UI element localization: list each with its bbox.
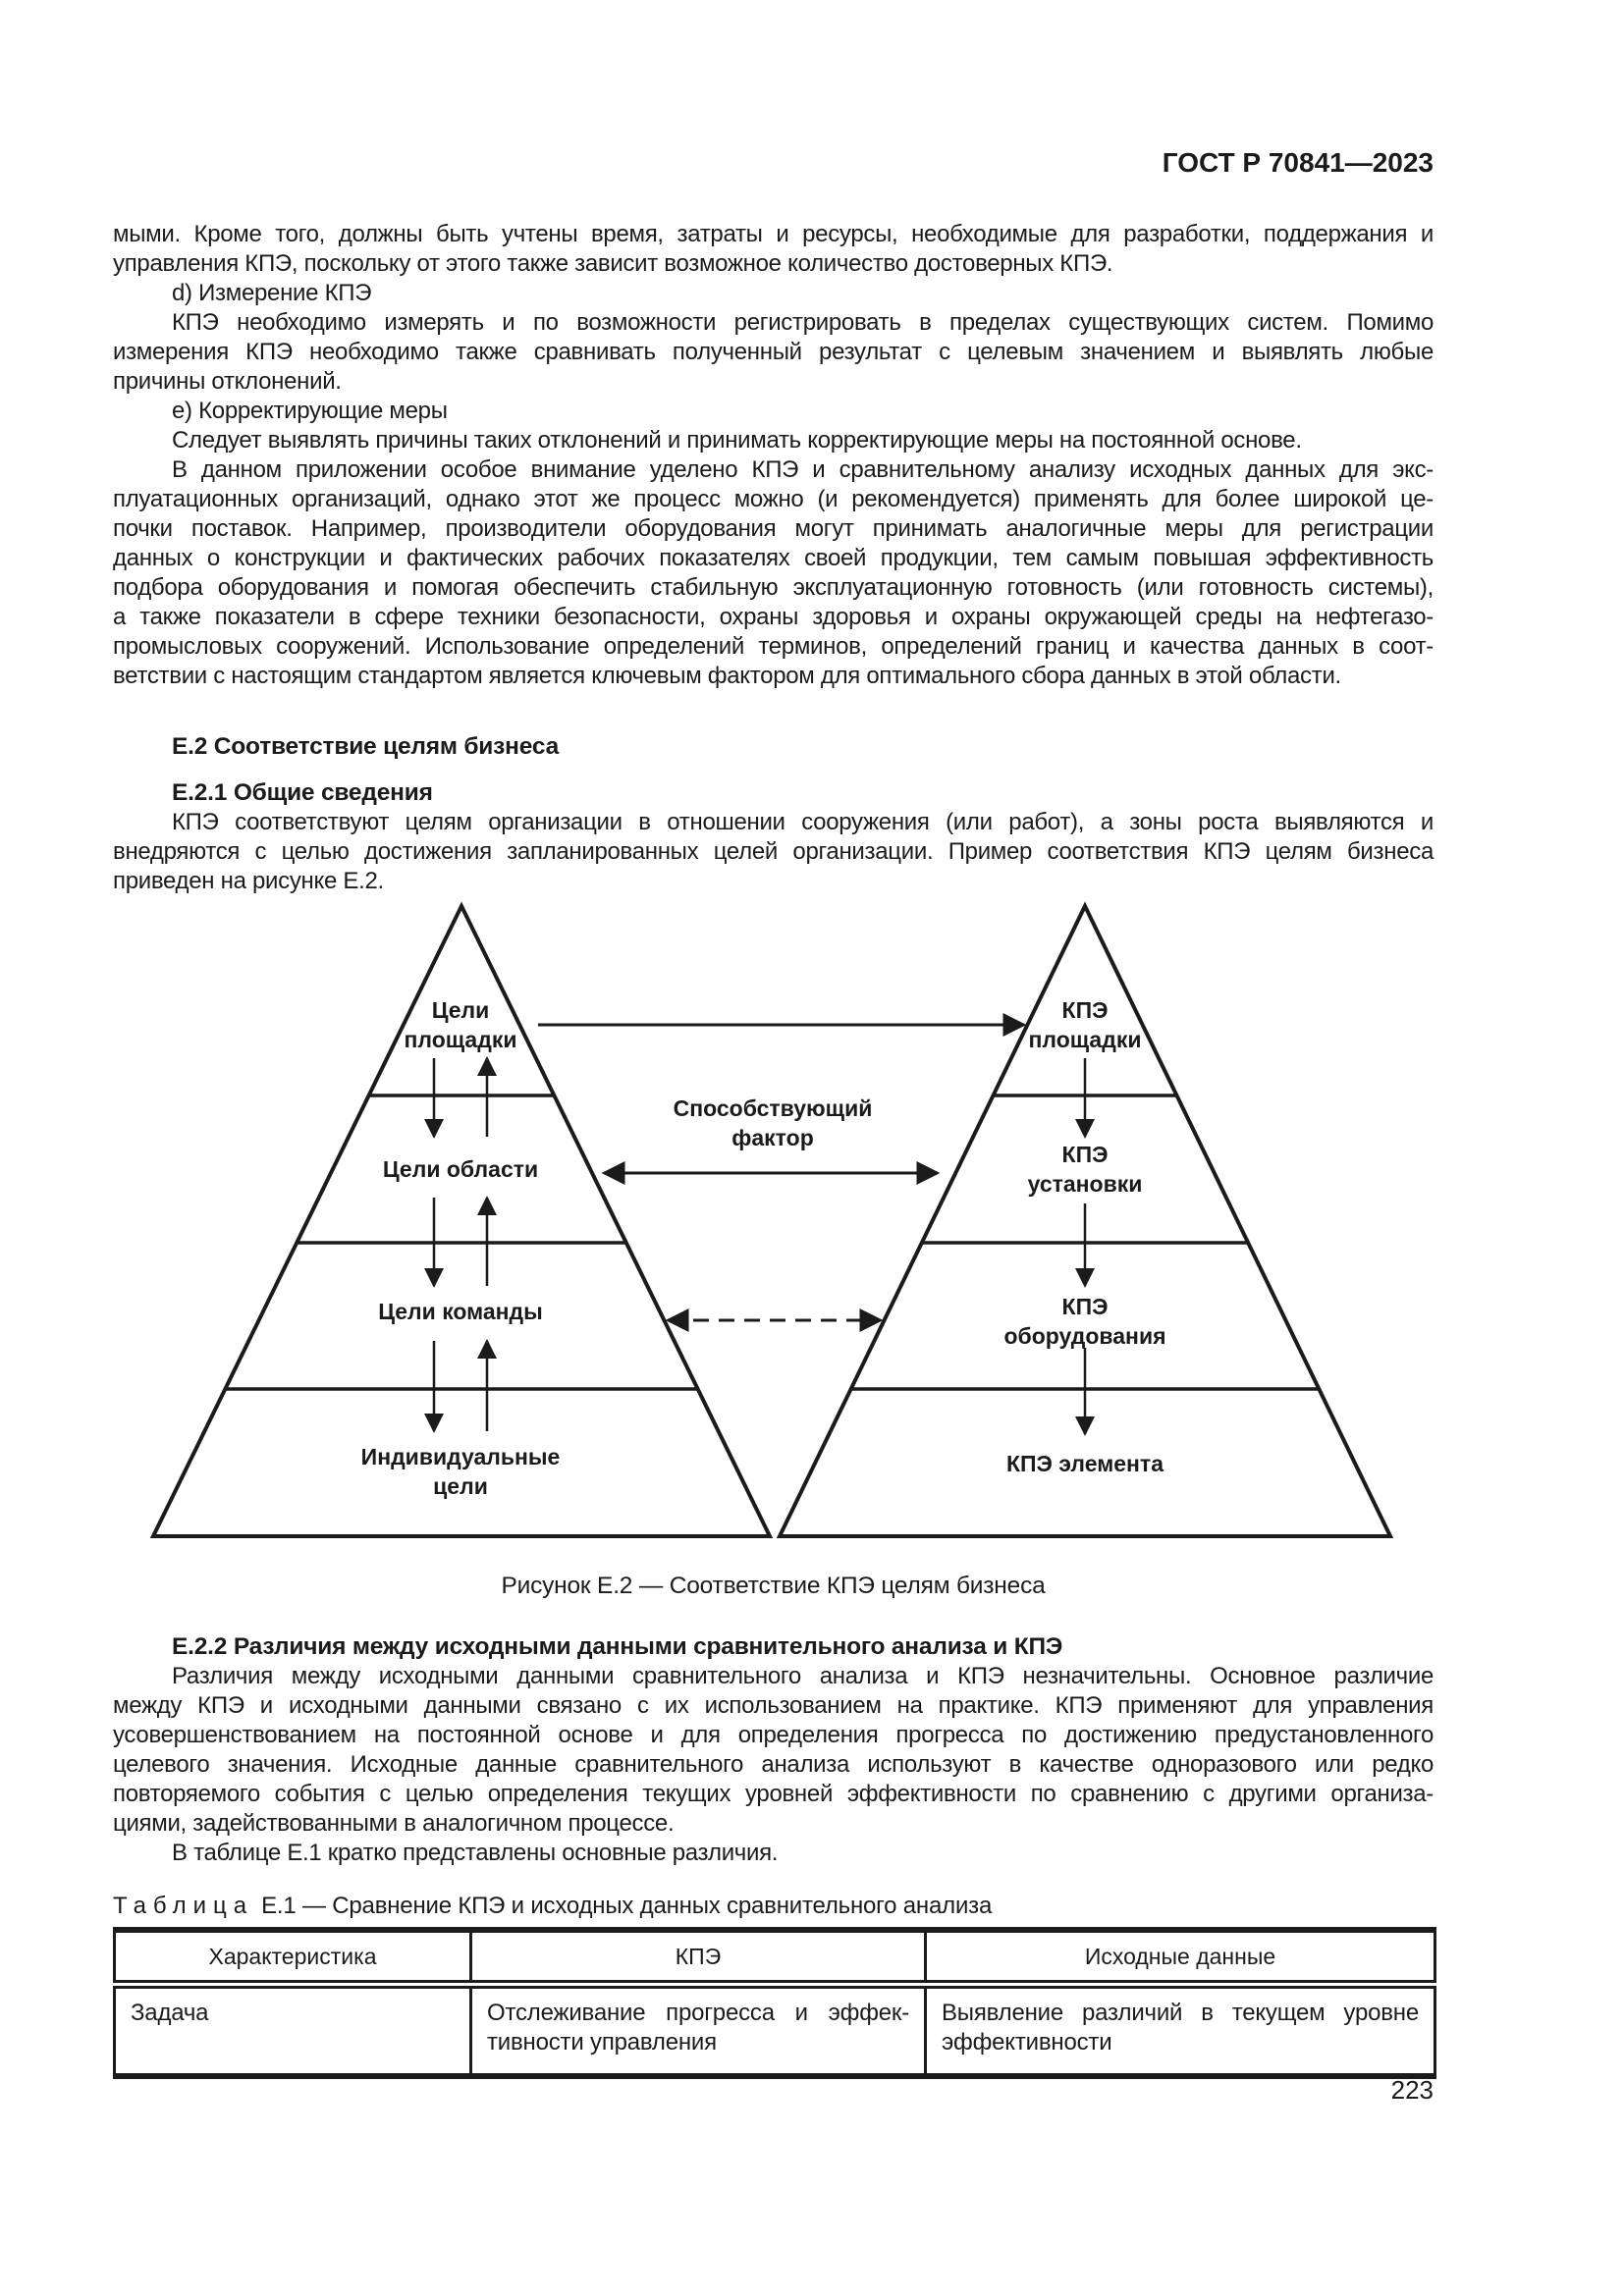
right-level-4-label xyxy=(957,1449,1213,1478)
section-heading-e22: Е.2.2 Различия между исходными данными сравнительного анализа и КПЭ xyxy=(172,1633,1063,1660)
section-heading-e21: Е.2.1 Общие сведения xyxy=(172,779,433,806)
text-line: установки xyxy=(1027,1171,1143,1197)
document-code: ГОСТ Р 70841—2023 xyxy=(1162,147,1434,178)
page-number: 223 xyxy=(1390,2075,1434,2105)
text-line: ветствии с настоящим стандартом является ключевым фактором для оптимального сбора данных в этой области. xyxy=(113,663,1341,689)
text-line: усовершенствованием на постоянной основе и для определения прогресса по достижению предустановленного xyxy=(113,1722,1434,1748)
right-level-2-label xyxy=(987,1140,1183,1199)
paragraph xyxy=(113,808,1434,896)
text-line: данных о конструкции и фактических рабочих показателях своей продукции, тем самым повышая эффективность xyxy=(113,545,1434,571)
table-title xyxy=(113,1893,1434,1920)
text-line: КПЭ xyxy=(1061,1142,1109,1167)
paragraph xyxy=(113,220,1434,279)
text-line: d) Измерение КПЭ xyxy=(172,280,372,306)
text-line: измерения КПЭ необходимо также сравнивать полученный результат с целевым значением и выявлять любые xyxy=(113,339,1434,365)
list-item-e xyxy=(113,397,1434,426)
cell-source-data xyxy=(926,1985,1435,2077)
text-line: Различия между исходными данными сравнительного анализа и КПЭ незначительны. Основное различие xyxy=(172,1663,1434,1689)
text-line: внедряются с целью достижения запланированных целей организации. Пример соответствия КПЭ целям бизнеса xyxy=(113,838,1434,865)
comparison-table xyxy=(113,1927,1436,2079)
left-level-2-label xyxy=(313,1154,608,1184)
text-line: Цели xyxy=(431,997,490,1023)
text-line: Способствующий xyxy=(673,1095,873,1121)
text-line: повторяемого события с целью определения текущих уровней эффективности по сравнению с другими организа- xyxy=(113,1781,1434,1807)
paragraph xyxy=(113,1662,1434,1839)
text-line: управления КПЭ, поскольку от этого также зависит возможное количество достоверных КПЭ. xyxy=(113,250,1113,277)
intro-text-block xyxy=(113,220,1434,691)
text-line: почки поставок. Например, производители оборудования могут принимать аналогичные меры для регистрации xyxy=(113,515,1434,542)
figure-e2 xyxy=(113,901,1434,1549)
section-heading-e2: Е.2 Соответствие целям бизнеса xyxy=(172,733,559,760)
text-line: Цели команды xyxy=(378,1299,543,1324)
table-title-rest: Е.1 — Сравнение КПЭ и исходных данных сравнительного анализа xyxy=(261,1893,993,1919)
text-line: Отслеживание прогресса и эффек- xyxy=(487,2000,909,2026)
column-header-kpi: КПЭ xyxy=(471,1930,926,1985)
text-line: e) Корректирующие меры xyxy=(172,398,448,424)
table-header-row xyxy=(115,1930,1435,1985)
text-line: Индивидуальные xyxy=(360,1444,561,1469)
column-header-source-data: Исходные данные xyxy=(926,1930,1435,1985)
text-line: Цели области xyxy=(382,1156,539,1182)
text-line: КПЭ соответствуют целям организации в отношении сооружения (или работ), а зоны роста выявляются и xyxy=(172,809,1434,835)
paragraph xyxy=(113,308,1434,397)
text-line: оборудования xyxy=(1003,1323,1166,1349)
pyramids-diagram xyxy=(113,901,1434,1549)
figure-caption: Рисунок Е.2 — Соответствие КПЭ целям бизнеса xyxy=(501,1573,1046,1599)
right-level-3-label xyxy=(957,1292,1213,1351)
list-item-d xyxy=(113,279,1434,308)
table-label-word: Таблица xyxy=(113,1893,254,1919)
text-line: Следует выявлять причины таких отклонений и принимать корректирующие меры на постоянной основе. xyxy=(172,427,1302,454)
right-level-1-label xyxy=(987,995,1183,1054)
text-line: КПЭ необходимо измерять и по возможности регистрировать в пределах существующих систем. Помимо xyxy=(172,309,1434,336)
left-level-3-label xyxy=(313,1297,608,1326)
left-level-4-label xyxy=(333,1442,588,1501)
paragraph xyxy=(113,426,1434,455)
text-line: КПЭ элемента xyxy=(1005,1451,1164,1476)
e21-text-block xyxy=(113,808,1434,896)
cell-characteristic xyxy=(115,1985,471,2077)
text-line: подбора оборудования и помогая обеспечить стабильную эксплуатационную готовность (или готовность системы), xyxy=(113,574,1434,601)
text-line: КПЭ xyxy=(1061,997,1109,1023)
text-line: эффективности xyxy=(942,2029,1112,2056)
text-line: фактор xyxy=(731,1125,814,1150)
text-line: причины отклонений. xyxy=(113,368,342,395)
e22-text-block xyxy=(113,1662,1434,1868)
paragraph xyxy=(113,1839,1434,1868)
text-line: целевого значения. Исходные данные сравнительного анализа используют в качестве одноразового или редко xyxy=(113,1751,1434,1778)
text-line: площадки xyxy=(1028,1027,1142,1052)
column-header-characteristic: Характеристика xyxy=(115,1930,471,1985)
text-line: плуатационных организаций, однако этот же процесс можно (и рекомендуется) применять для более широкой це- xyxy=(113,486,1434,512)
text-line: КПЭ xyxy=(1061,1294,1109,1319)
text-line: тивности управления xyxy=(487,2029,717,2056)
table-row xyxy=(115,1985,1435,2077)
text-line: циями, задействованными в аналогичном процессе. xyxy=(113,1810,675,1837)
left-level-1-label xyxy=(362,995,559,1054)
text-line: В данном приложении особое внимание уделено КПЭ и сравнительному анализу исходных данных для экс- xyxy=(172,456,1434,483)
text-line: площадки xyxy=(404,1027,517,1052)
cell-kpi xyxy=(471,1985,926,2077)
text-line: В таблице Е.1 кратко представлены основные различия. xyxy=(172,1840,779,1866)
enabler-label xyxy=(625,1094,920,1152)
text-line: промысловых сооружений. Использование определений терминов, определений границ и качества данных в соот- xyxy=(113,633,1434,660)
text-line: Задача xyxy=(131,2000,209,2026)
text-line: Выявление различий в текущем уровне xyxy=(942,2000,1419,2026)
text-line: мыми. Кроме того, должны быть учтены время, затраты и ресурсы, необходимые для разработки, поддержания и xyxy=(113,221,1434,247)
paragraph xyxy=(113,455,1434,691)
text-line: а также показатели в сфере техники безопасности, охраны здоровья и охраны окружающей среды на нефтегазо- xyxy=(113,604,1434,630)
text-line: приведен на рисунке Е.2. xyxy=(113,868,384,894)
text-line: цели xyxy=(433,1473,488,1499)
text-line: между КПЭ и исходными данными связано с их использованием на практике. КПЭ применяют для управления xyxy=(113,1692,1434,1719)
